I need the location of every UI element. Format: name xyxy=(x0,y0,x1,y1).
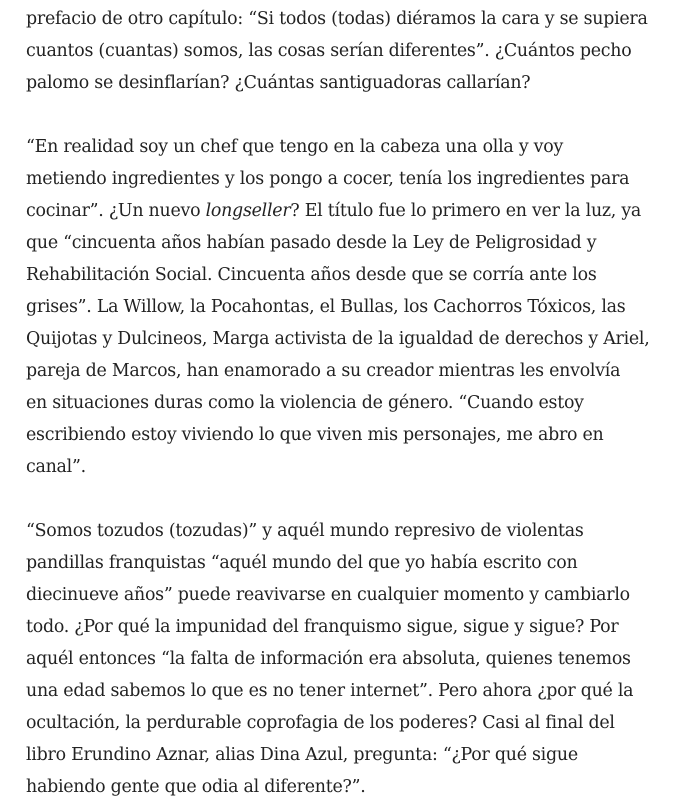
text-line xyxy=(26,195,686,227)
article-body xyxy=(26,3,686,803)
text-line: grises”. La Willow, la Pocahontas, el Bullas, los Cachorros Tóxicos, las xyxy=(26,297,626,317)
text-line: Rehabilitación Social. Cincuenta años desde que se corría ante los xyxy=(26,265,597,285)
text-line: que “cincuenta años habían pasado desde la Ley de Peligrosidad y xyxy=(26,233,597,253)
text-line: ocultación, la perdurable coprofagia de los poderes? Casi al final del xyxy=(26,713,615,733)
text-line: en situaciones duras como la violencia de género. “Cuando estoy xyxy=(26,393,584,413)
text-line: pareja de Marcos, han enamorado a su creador mientras les envolvía xyxy=(26,361,621,381)
text-line: canal”. xyxy=(26,457,86,477)
text-segment: cocinar”. ¿Un nuevo xyxy=(26,201,206,221)
text-line: pandillas franquistas “aquél mundo del que yo había escrito con xyxy=(26,553,578,573)
paragraph-2 xyxy=(26,131,686,483)
text-line: cuantos (cuantas) somos, las cosas serían diferentes”. ¿Cuántos pecho xyxy=(26,41,632,61)
text-line: una edad sabemos lo que es no tener internet”. Pero ahora ¿por qué la xyxy=(26,681,634,701)
text-line: habiendo gente que odia al diferente?”. xyxy=(26,777,366,797)
paragraph-1 xyxy=(26,3,686,99)
text-line: Quijotas y Dulcineos, Marga activista de la igualdad de derechos y Ariel, xyxy=(26,329,650,349)
text-line: metiendo ingredientes y los pongo a cocer, tenía los ingredientes para xyxy=(26,169,630,189)
text-line: libro Erundino Aznar, alias Dina Azul, pregunta: “¿Por qué sigue xyxy=(26,745,578,765)
text-line: aquél entonces “la falta de información era absoluta, quienes tenemos xyxy=(26,649,631,669)
text-line: escribiendo estoy viviendo lo que viven mis personajes, me abro en xyxy=(26,425,604,445)
text-line: palomo se desinflarían? ¿Cuántas santiguadoras callarían? xyxy=(26,73,531,93)
text-line: todo. ¿Por qué la impunidad del franquismo sigue, sigue y sigue? Por xyxy=(26,617,619,637)
text-line: prefacio de otro capítulo: “Si todos (todas) diéramos la cara y se supiera xyxy=(26,9,648,29)
text-line: “En realidad soy un chef que tengo en la cabeza una olla y voy xyxy=(26,137,564,157)
paragraph-3 xyxy=(26,515,686,803)
text-segment: ? El título fue lo primero en ver la luz, ya xyxy=(290,201,642,221)
text-line: diecinueve años” puede reavivarse en cualquier momento y cambiarlo xyxy=(26,585,630,605)
italic-book-term: longseller xyxy=(205,201,291,221)
text-line: “Somos tozudos (tozudas)” y aquél mundo represivo de violentas xyxy=(26,521,584,541)
